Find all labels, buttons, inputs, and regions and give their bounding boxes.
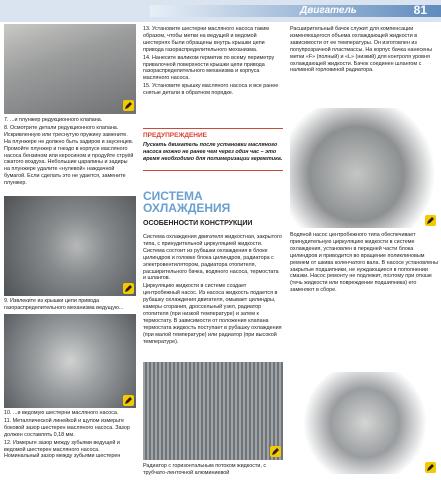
caption-10: 10. ...и ведомую шестерни масляного насоса. [4, 410, 119, 416]
paragraph-2: Циркуляцию жидкости в системе создает центробежный насос. Из насоса жидкость подается в рубашку охлаждения двигателя, омывает цилиндры, камеры сгорания, дроссельный узел, радиатор отопителя (при низкой температуре) и затем к термостату. В зависимости от положения клапана термостата жидкость поступает в рубашку охлаждения (при малой температуре) или радиатор (при высокой температуре). [143, 283, 282, 345]
warning-text: Пускать двигатель после установки масляного насоса можно не ранее чем через один час – это время необходимо для полимеризации герметика. [143, 141, 283, 162]
caption-radiator-block [143, 463, 283, 478]
warning-rule-bottom [143, 170, 283, 171]
photo-radiator [143, 362, 283, 460]
pump-text: Водяной насос центробежного типа обеспечивает принудительную циркуляцию жидкости в системе охлаждения, установлен в передней части блока цилиндров и приводится во вращение поликлиновым ремнем от шкива коленчатого вала. В насосе установлены закрытые подшипники, не нуждающиеся в пополнении смазки. Насос ремонту не подлежит, поэтому при отказе (течь жидкости или повреждение подшипника) его заменяют в сборе. [290, 232, 438, 294]
col1-text-top [4, 117, 134, 188]
pump-block [290, 232, 438, 295]
page-number: 81 [413, 3, 427, 17]
tank-block [290, 26, 438, 75]
section-title [143, 190, 283, 214]
pencil-icon [270, 446, 281, 457]
step-8: 8. Осмотрите детали редукционного клапана. Искривленную или треснутую пружину замените. На плунжере не должно быть задиров и заусенцев. Промойте плунжер и гнездо в корпусе масляного насоса бензином или керосином и продуйте струёй сжатого воздуха. Небольшие царапины и задиры на плунжере удалите «нулевой» наждачной бумагой. Если сделать это не удается, замените плунжер. [4, 124, 134, 187]
caption-7: 7. ...и плунжер редукционного клапана. [4, 117, 103, 123]
tank-text: Расширительный бачок служит для компенсации изменяющегося объема охлаждающей жидкости в зависимости от ее температуры. Он изготовлен из полупрозрачной пластмассы. На корпус бачка нанесены метки «F» (полный) и «L» (низкий) для контроля уровня охлаждающей жидкости. Бачок соединен шлангом с наливной горловиной радиатора. [290, 26, 432, 74]
photo-timing-cover [4, 196, 136, 296]
page-header [0, 0, 441, 22]
step-15: 15. Установите крышку масляного насоса и все ранее снятые детали в обратном порядке. [143, 83, 279, 97]
step-11: 11. Металлической линейкой и щупом измерьте боковой зазор шестерен масляного насоса. Зазор должен составлять 0,18 мм. [4, 417, 130, 438]
pencil-icon [425, 215, 436, 226]
pencil-icon [123, 395, 134, 406]
col1-caption-9 [4, 298, 134, 313]
step-12: 12. Измерьте зазор между зубьями ведущей и ведомой шестерен масляного насоса. Номинальный зазор между зубьями шестерен [4, 439, 121, 460]
photo-oil-pump-gears [4, 314, 136, 408]
col2-steps [143, 26, 283, 98]
pencil-icon [123, 283, 134, 294]
pencil-icon [123, 100, 134, 111]
section-name: Двигатель [300, 5, 357, 16]
warning-rule-top [143, 128, 283, 129]
warning-title: ПРЕДУПРЕЖДЕНИЕ [143, 132, 207, 139]
step-14: 14. Нанесите валиком герметик по всему периметру привалочной поверхности крышки цепи привода газораспределительного механизма и корпуса масляного насоса. [143, 54, 275, 82]
paragraph-1: Система охлаждения двигателя жидкостная, закрытого типа, с принудительной циркуляцией жидкости. Система состоит из рубашки охлаждения в блоке цилиндров и головке блока цилиндров, радиатора с электровентилятором, радиатора отопителя, расширительного бачка, водяного насоса, термостата и шлангов. [143, 234, 282, 282]
col2-body [143, 234, 283, 347]
section-subtitle: ОСОБЕННОСТИ КОНСТРУКЦИИ [143, 220, 253, 227]
photo-reduction-valve [4, 24, 136, 114]
section-title-line-2: ОХЛАЖДЕНИЯ [143, 201, 231, 215]
photo-water-pump [290, 108, 438, 228]
section-title-line-1: СИСТЕМА [143, 189, 203, 203]
header-bar [150, 5, 441, 17]
photo-thermostat [296, 372, 434, 474]
pencil-icon [425, 462, 436, 473]
col1-text-bottom [4, 410, 134, 461]
step-13: 13. Установите шестерни масляного насоса таким образом, чтобы метки на ведущей и ведомой шестернях были обращены внутрь крышки цепи привода газораспределительного механизма. [143, 26, 270, 53]
caption-9: 9. Извлеките из крышки цепи привода газораспределительного механизма ведущую... [4, 298, 124, 311]
warning-box [143, 130, 283, 164]
caption-radiator: Радиатор с горизонтальным потоком жидкости, с трубчато-ленточной алюминиевой [143, 463, 267, 476]
